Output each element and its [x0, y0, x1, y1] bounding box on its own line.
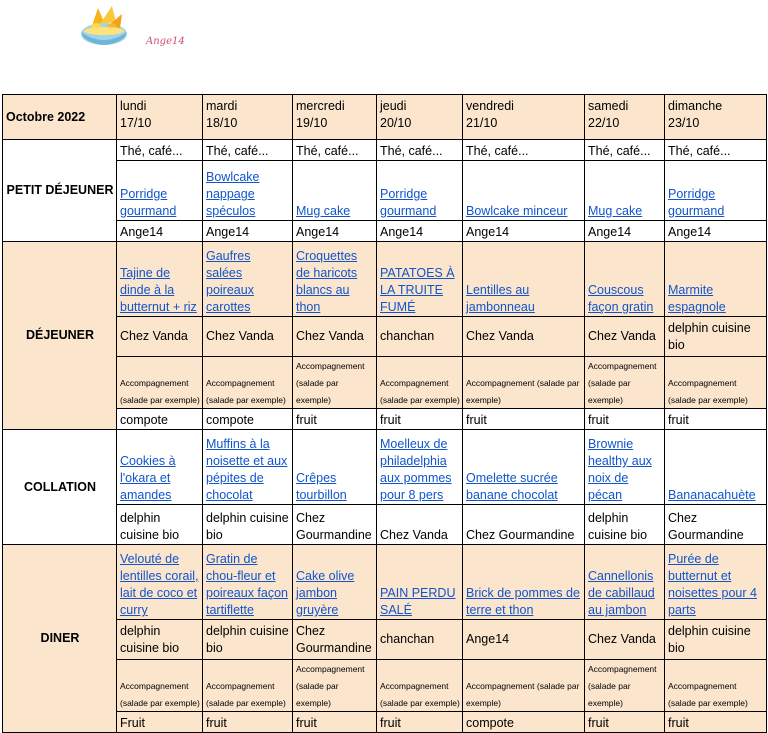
recipe-cell	[585, 161, 665, 221]
author-cell	[203, 505, 293, 545]
author-cell	[463, 505, 585, 545]
recipe-cell	[293, 545, 377, 620]
author-cell	[293, 221, 377, 242]
day-header	[203, 95, 293, 140]
meal-label-dejeuner	[3, 242, 117, 430]
cell-text: Accompagnement (salade par exemple)	[206, 378, 286, 405]
cell-text: Chez Vanda	[120, 329, 188, 343]
day-name: mardi	[206, 99, 238, 113]
dessert-cell	[585, 712, 665, 733]
dessert-cell	[377, 712, 463, 733]
page-header	[0, 0, 768, 92]
cell-text: Chez Vanda	[296, 329, 364, 343]
cell-text: fruit	[296, 716, 317, 730]
recipe-link[interactable]: Moelleux de philadelphia aux pommes pour 8 pers	[380, 437, 452, 502]
cell-text: delphin cuisine bio	[206, 511, 289, 542]
month-header	[3, 95, 117, 140]
author-cell	[117, 221, 203, 242]
side-cell	[203, 660, 293, 712]
recipe-link[interactable]: Cannellonis de cabillaud au jambon	[588, 569, 655, 617]
dessert-cell	[377, 409, 463, 430]
recipe-cell	[377, 545, 463, 620]
cell-text: Accompagnement (salade par exemple)	[466, 681, 580, 708]
cell-text: Chez Gourmandine	[296, 623, 372, 655]
recipe-cell	[463, 545, 585, 620]
author-cell	[377, 317, 463, 357]
cell-text: Chez Vanda	[588, 329, 656, 343]
cell-text: Accompagnement (salade par exemple)	[380, 681, 460, 708]
cell-text: Ange14	[668, 225, 712, 239]
cell-text: delphin cuisine bio	[668, 320, 751, 352]
recipe-link[interactable]: Bowlcake minceur	[466, 204, 568, 218]
drink-cell	[377, 140, 463, 161]
author-cell	[585, 620, 665, 660]
author-cell	[665, 505, 767, 545]
recipe-cell	[203, 545, 293, 620]
cell-text: Chez Gourmandine	[296, 511, 372, 542]
recipe-link[interactable]: Mug cake	[588, 204, 643, 218]
cell-text: Ange14	[120, 225, 164, 239]
side-cell	[665, 660, 767, 712]
author-cell	[377, 505, 463, 545]
recipe-cell	[463, 430, 585, 505]
dessert-cell	[665, 712, 767, 733]
dessert-cell	[293, 712, 377, 733]
day-name: lundi	[120, 99, 147, 113]
dessert-cell	[117, 409, 203, 430]
author-cell	[665, 620, 767, 660]
recipe-cell	[665, 545, 767, 620]
side-cell	[203, 357, 293, 409]
cell-text: DINER	[40, 631, 80, 645]
day-name: dimanche	[668, 99, 723, 113]
cell-text: Ange14	[466, 225, 510, 239]
cell-text: Accompagnement (salade par exemple)	[588, 664, 657, 708]
recipe-link[interactable]: Cake olive jambon gruyère	[296, 569, 355, 617]
day-header	[665, 95, 767, 140]
cell-text: Accompagnement (salade par exemple)	[206, 681, 286, 708]
day-name: mercredi	[296, 99, 345, 113]
day-header	[293, 95, 377, 140]
recipe-cell	[293, 430, 377, 505]
recipe-cell	[117, 430, 203, 505]
cell-text: Accompagnement (salade par exemple)	[296, 361, 365, 405]
side-cell	[293, 357, 377, 409]
cell-text: compote	[120, 413, 168, 427]
cell-text: fruit	[668, 716, 689, 730]
author-cell	[203, 620, 293, 660]
cell-text: fruit	[380, 413, 401, 427]
cell-text: Thé, café...	[296, 144, 359, 158]
recipe-link[interactable]: Purée de butternut et noisettes pour 4 parts	[668, 552, 757, 617]
side-cell	[117, 660, 203, 712]
cell-text: fruit	[206, 716, 227, 730]
day-name: samedi	[588, 99, 629, 113]
recipe-link[interactable]: PAIN PERDU SALÉ	[380, 586, 456, 617]
cell-text: chanchan	[380, 632, 435, 646]
recipe-link[interactable]: Gaufres salées poireaux carottes	[206, 249, 254, 314]
recipe-link[interactable]: Porridge gourmand	[120, 187, 177, 218]
recipe-cell	[665, 430, 767, 505]
recipe-link[interactable]: Crêpes tourbillon	[296, 471, 347, 502]
cell-text: PETIT DÉJEUNER	[6, 183, 114, 197]
cell-text: Accompagnement (salade par exemple)	[668, 681, 748, 708]
cell-text: Fruit	[120, 716, 145, 730]
cell-text: Accompagnement (salade par exemple)	[466, 378, 580, 405]
recipe-cell	[203, 161, 293, 221]
meal-label-collation	[3, 430, 117, 545]
author-cell	[377, 221, 463, 242]
recipe-link[interactable]: PATATOES À LA TRUITE FUMÉ	[380, 266, 455, 314]
cell-text: Accompagnement (salade par exemple)	[668, 378, 748, 405]
author-cell	[117, 620, 203, 660]
side-cell	[377, 660, 463, 712]
dessert-cell	[293, 409, 377, 430]
cell-text: compote	[206, 413, 254, 427]
recipe-link[interactable]: Muffins à la noisette et aux pépites de chocolat	[206, 437, 288, 502]
signature-logo: Ange14	[146, 36, 185, 47]
cell-text: delphin cuisine bio	[588, 511, 648, 542]
day-date: 19/10	[296, 116, 328, 130]
cell-text: Ange14	[296, 225, 340, 239]
drink-cell	[463, 140, 585, 161]
cell-text: delphin cuisine bio	[120, 623, 180, 655]
cell-text: chanchan	[380, 329, 435, 343]
cell-text: Ange14	[206, 225, 250, 239]
day-date: 17/10	[120, 116, 152, 130]
cell-text: Chez Vanda	[206, 329, 274, 343]
recipe-cell	[117, 161, 203, 221]
recipe-cell	[117, 545, 203, 620]
recipe-cell	[585, 242, 665, 317]
cell-text: fruit	[588, 716, 609, 730]
cell-text: Ange14	[588, 225, 632, 239]
meal-label-petit-dejeuner	[3, 140, 117, 242]
cell-text: Ange14	[466, 632, 510, 646]
author-cell	[293, 317, 377, 357]
dessert-cell	[203, 712, 293, 733]
side-cell	[377, 357, 463, 409]
recipe-cell	[665, 242, 767, 317]
recipe-cell	[203, 430, 293, 505]
cell-text: compote	[466, 716, 514, 730]
dessert-cell	[665, 409, 767, 430]
cell-text: delphin cuisine bio	[120, 511, 180, 542]
recipe-link[interactable]: Omelette sucrée banane chocolat	[466, 471, 558, 502]
author-cell	[377, 620, 463, 660]
drink-cell	[117, 140, 203, 161]
recipe-link[interactable]: Gratin de chou-fleur et poireaux façon tartiflette	[206, 552, 289, 617]
author-cell	[463, 221, 585, 242]
recipe-link[interactable]: Brownie healthy aux noix de pécan	[588, 437, 652, 502]
recipe-link[interactable]: Cookies à l'okara et amandes	[120, 454, 176, 502]
author-cell	[585, 317, 665, 357]
day-date: 21/10	[466, 116, 498, 130]
fruit-bowl-logo-icon	[78, 4, 130, 48]
recipe-cell	[463, 242, 585, 317]
author-cell	[585, 221, 665, 242]
dessert-cell	[463, 712, 585, 733]
cell-text: Accompagnement (salade par exemple)	[588, 361, 657, 405]
cell-text: Accompagnement (salade par exemple)	[120, 378, 200, 405]
side-cell	[117, 357, 203, 409]
cell-text: Thé, café...	[466, 144, 529, 158]
recipe-cell	[203, 242, 293, 317]
recipe-link[interactable]: Porridge gourmand	[380, 187, 437, 218]
cell-text: Octobre 2022	[6, 109, 86, 124]
cell-text: Chez Vanda	[380, 528, 448, 542]
cell-text: Ange14	[380, 225, 424, 239]
recipe-cell	[377, 430, 463, 505]
author-cell	[293, 620, 377, 660]
cell-text: Chez Vanda	[588, 632, 656, 646]
cell-text: fruit	[466, 413, 487, 427]
cell-text: Accompagnement (salade par exemple)	[296, 664, 365, 708]
recipe-cell	[585, 545, 665, 620]
cell-text: Chez Vanda	[466, 329, 534, 343]
dessert-cell	[585, 409, 665, 430]
author-cell	[585, 505, 665, 545]
day-header	[463, 95, 585, 140]
side-cell	[463, 660, 585, 712]
recipe-link[interactable]: Mug cake	[296, 204, 351, 218]
recipe-cell	[463, 161, 585, 221]
cell-text: Thé, café...	[206, 144, 269, 158]
day-date: 22/10	[588, 116, 620, 130]
cell-text: Thé, café...	[120, 144, 183, 158]
drink-cell	[203, 140, 293, 161]
recipe-link[interactable]: Bananacahuète	[668, 488, 756, 502]
author-cell	[203, 221, 293, 242]
side-cell	[665, 357, 767, 409]
cell-text: Thé, café...	[668, 144, 731, 158]
recipe-link[interactable]: Velouté de lentilles corail, lait de coco et curry	[120, 552, 199, 617]
cell-text: fruit	[380, 716, 401, 730]
cell-text: Chez Gourmandine	[466, 528, 575, 542]
day-name: vendredi	[466, 99, 514, 113]
day-date: 23/10	[668, 116, 700, 130]
cell-text: Thé, café...	[588, 144, 651, 158]
recipe-cell	[293, 161, 377, 221]
cell-text: delphin cuisine bio	[668, 623, 751, 655]
recipe-link[interactable]: Porridge gourmand	[668, 187, 725, 218]
author-cell	[463, 620, 585, 660]
dessert-cell	[463, 409, 585, 430]
cell-text: Thé, café...	[380, 144, 443, 158]
recipe-cell	[665, 161, 767, 221]
cell-text: Accompagnement (salade par exemple)	[380, 378, 460, 405]
day-header	[585, 95, 665, 140]
recipe-link[interactable]: Brick de pommes de terre et thon	[466, 586, 580, 617]
recipe-cell	[377, 242, 463, 317]
recipe-cell	[293, 242, 377, 317]
meal-label-diner	[3, 545, 117, 733]
cell-text: delphin cuisine bio	[206, 623, 289, 655]
cell-text: Accompagnement (salade par exemple)	[120, 681, 200, 708]
drink-cell	[585, 140, 665, 161]
author-cell	[665, 317, 767, 357]
day-date: 18/10	[206, 116, 238, 130]
dessert-cell	[203, 409, 293, 430]
weekly-menu-table	[2, 94, 767, 733]
cell-text: fruit	[668, 413, 689, 427]
day-header	[117, 95, 203, 140]
recipe-link[interactable]: Marmite espagnole	[668, 283, 726, 314]
author-cell	[463, 317, 585, 357]
author-cell	[293, 505, 377, 545]
recipe-link[interactable]: Couscous façon gratin	[588, 283, 654, 314]
recipe-cell	[377, 161, 463, 221]
drink-cell	[665, 140, 767, 161]
recipe-link[interactable]: Lentilles au jambonneau	[466, 283, 535, 314]
recipe-cell	[117, 242, 203, 317]
day-header	[377, 95, 463, 140]
author-cell	[117, 317, 203, 357]
recipe-link[interactable]: Bowlcake nappage spéculos	[206, 170, 260, 218]
cell-text: COLLATION	[24, 479, 96, 494]
day-name: jeudi	[380, 99, 407, 113]
cell-text: DÉJEUNER	[25, 328, 95, 342]
side-cell	[585, 660, 665, 712]
author-cell	[203, 317, 293, 357]
cell-text: fruit	[588, 413, 609, 427]
side-cell	[293, 660, 377, 712]
recipe-link[interactable]: Croquettes de haricots blancs au thon	[296, 249, 358, 314]
drink-cell	[293, 140, 377, 161]
side-cell	[585, 357, 665, 409]
author-cell	[117, 505, 203, 545]
day-date: 20/10	[380, 116, 412, 130]
cell-text: fruit	[296, 413, 317, 427]
cell-text: Chez Gourmandine	[668, 511, 744, 542]
author-cell	[665, 221, 767, 242]
side-cell	[463, 357, 585, 409]
recipe-link[interactable]: Tajine de dinde à la butternut + riz	[120, 266, 197, 314]
recipe-cell	[585, 430, 665, 505]
menu-table-body	[3, 95, 767, 733]
dessert-cell	[117, 712, 203, 733]
